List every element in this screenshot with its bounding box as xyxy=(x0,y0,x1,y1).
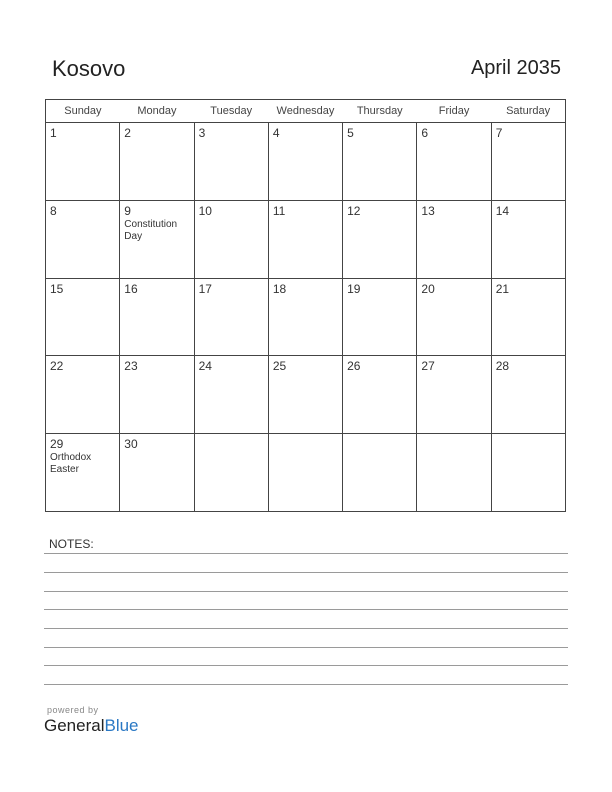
day-number: 7 xyxy=(495,126,503,140)
day-number: 21 xyxy=(495,281,510,296)
day-cell xyxy=(343,200,417,278)
day-cell xyxy=(120,123,194,201)
day-cell xyxy=(417,123,491,201)
day-number: 5 xyxy=(347,126,354,140)
notes-line xyxy=(44,647,568,648)
weekday-tuesday: Tuesday xyxy=(194,100,268,123)
weekday-sunday: Sunday xyxy=(46,100,120,123)
day-cell xyxy=(194,434,268,512)
day-number: 8 xyxy=(50,203,57,218)
day-number: 14 xyxy=(495,203,510,218)
weekday-header-row xyxy=(46,100,566,123)
holiday-label: Orthodox Easter xyxy=(50,452,92,476)
week-row xyxy=(46,434,566,512)
generalblue-logo xyxy=(44,716,139,736)
day-cell xyxy=(268,200,342,278)
weekday-friday: Friday xyxy=(417,100,491,123)
week-row xyxy=(46,278,566,356)
weekday-thursday: Thursday xyxy=(343,100,417,123)
day-number: 4 xyxy=(272,126,280,140)
notes-line xyxy=(44,609,568,610)
day-cell xyxy=(491,123,565,201)
day-cell xyxy=(343,434,417,512)
calendar-grid xyxy=(45,99,566,512)
day-cell xyxy=(194,278,268,356)
day-cell xyxy=(491,278,565,356)
day-number: 18 xyxy=(272,281,287,296)
day-cell xyxy=(343,356,417,434)
day-number: 25 xyxy=(272,359,287,374)
day-cell xyxy=(120,356,194,434)
day-number: 30 xyxy=(124,437,138,452)
day-number: 2 xyxy=(124,126,131,140)
day-number: 29 xyxy=(50,437,64,452)
day-number: 15 xyxy=(50,281,64,296)
day-cell xyxy=(491,356,565,434)
weekday-wednesday: Wednesday xyxy=(268,100,342,123)
day-cell xyxy=(120,278,194,356)
day-cell xyxy=(268,356,342,434)
notes-line xyxy=(44,572,568,573)
day-cell xyxy=(268,123,342,201)
calendar-country-title: Kosovo xyxy=(52,56,126,81)
powered-by-text: powered by xyxy=(47,705,99,715)
day-cell xyxy=(46,356,120,434)
day-number: 3 xyxy=(198,126,206,140)
week-row xyxy=(46,200,566,278)
weekday-monday: Monday xyxy=(120,100,194,123)
day-cell xyxy=(268,278,342,356)
day-cell xyxy=(194,200,268,278)
day-number: 12 xyxy=(347,203,361,218)
day-cell xyxy=(268,434,342,512)
brand-blue-text: Blue xyxy=(104,716,139,735)
day-number: 6 xyxy=(421,126,429,140)
notes-line xyxy=(44,684,568,685)
day-cell xyxy=(194,123,268,201)
week-row xyxy=(46,123,566,201)
day-cell xyxy=(491,434,565,512)
day-cell xyxy=(491,200,565,278)
day-cell xyxy=(46,200,120,278)
day-number: 9 xyxy=(124,203,131,218)
notes-line xyxy=(44,665,568,666)
day-number: 13 xyxy=(421,203,435,218)
day-cell xyxy=(343,123,417,201)
day-number: 22 xyxy=(50,359,64,374)
day-cell xyxy=(417,434,491,512)
notes-label: NOTES: xyxy=(49,537,94,551)
day-cell xyxy=(46,278,120,356)
brand-general-text: General xyxy=(44,716,105,735)
day-cell xyxy=(343,278,417,356)
day-number: 1 xyxy=(50,126,57,140)
holiday-label: Constitution Day xyxy=(124,218,178,242)
day-number: 10 xyxy=(198,203,212,218)
notes-line xyxy=(44,553,568,554)
day-cell xyxy=(417,356,491,434)
day-number: 24 xyxy=(198,359,212,374)
day-number: 27 xyxy=(421,359,435,374)
notes-line xyxy=(44,591,568,592)
weekday-saturday: Saturday xyxy=(491,100,565,123)
day-number: 23 xyxy=(124,359,138,374)
calendar-month-title: April 2035 xyxy=(470,57,561,79)
day-number: 11 xyxy=(272,203,286,218)
day-cell xyxy=(417,200,491,278)
day-cell xyxy=(194,356,268,434)
day-cell xyxy=(46,123,120,201)
day-number: 28 xyxy=(495,359,510,374)
day-number: 16 xyxy=(124,281,138,296)
week-row xyxy=(46,356,566,434)
day-cell xyxy=(120,200,194,278)
day-number: 26 xyxy=(347,359,361,374)
day-cell xyxy=(120,434,194,512)
notes-line xyxy=(44,628,568,629)
day-number: 19 xyxy=(347,281,361,296)
day-number: 20 xyxy=(421,281,435,296)
day-cell xyxy=(417,278,491,356)
day-number: 17 xyxy=(198,281,212,296)
day-cell xyxy=(46,434,120,512)
